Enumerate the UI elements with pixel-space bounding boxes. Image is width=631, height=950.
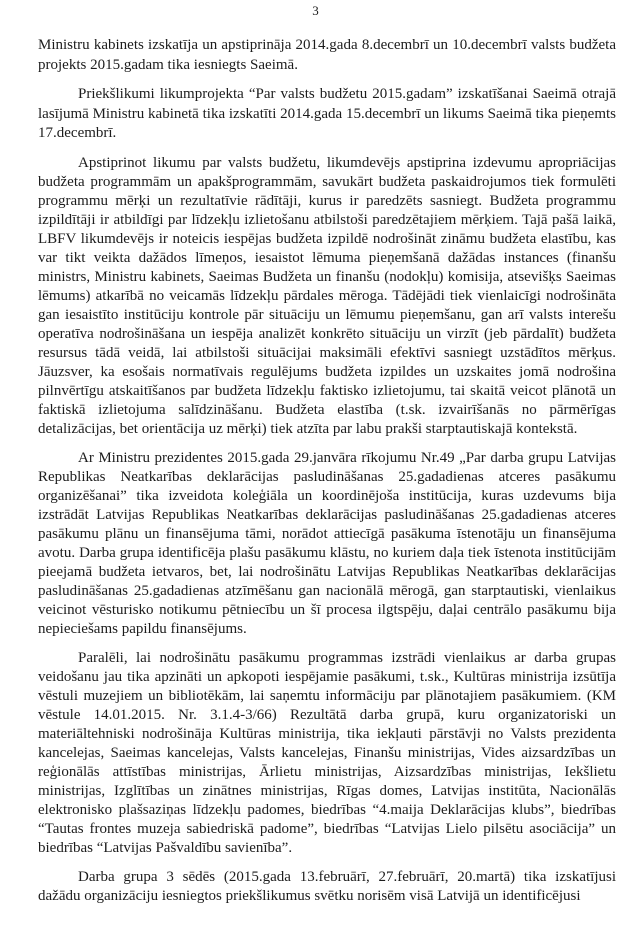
paragraph-working-group-order: Ar Ministru prezidentes 2015.gada 29.janvāra rīkojumu Nr.49 „Par darba grupu Latvijas Republikas Neatkarības deklarācijas pasludināšanas 25.gadadienas atceres pasākumu organizēšanai” tika izveidota koleģiāla un koordinējoša institūcija, kuras uzdevums bija izstrādāt Latvijas Republikas Neatkarības deklarācijas pasludināšanas 25.gadadienas atceres pasākumu plānu un finansējuma tāmi, norādot attiecīgā pasākuma īstenotāju un finansējuma avotu. Darba grupa identificēja plašu pasākumu klāstu, no kuriem daļa tiek īstenota institūcijām pieejamā budžeta ietvaros, bet, lai nodrošinātu Latvijas Republikas Neatkarības deklarācijas pasludināšanas 25.gadadienas atzīmēšanu gan nacionālā mērogā, gan starptautiski, vienlaikus veicinot vēsturisko notikumu pētniecību un šī procesa ilgtspēju, daļai centrālo pasākumu bija nepieciešams papildu finansējums. xyxy=(38,449,616,637)
paragraph-working-group-meetings: Darba grupa 3 sēdēs (2015.gada 13.februārī, 27.februārī, 20.martā) tika izskatījusi dažādu organizāciju iesniegtos priekšlikumus svētku norisēm visā Latvijā un identificējusi xyxy=(38,868,616,904)
paragraph-budget-approval: Ministru kabinets izskatīja un apstiprināja 2014.gada 8.decembrī un 10.decembrī valsts budžeta projekts 2015.gadam tika iesniegts Saeimā. xyxy=(38,37,616,73)
paragraph-budget-flexibility: Apstiprinot likumu par valsts budžetu, likumdevējs apstiprina izdevumu apropriācijas budžeta programmām un apakšprogrammām, savukārt budžeta paskaidrojumos tiek formulēti programmu mērķi un rezultatīvie rādītāji, kurus ir paredzēts sasniegt. Budžeta programmu izpildītāji ir atbildīgi par līdzekļu izlietošanu atbilstoši paredzētajiem mērķiem. Tajā pašā laikā, LBFV likumdevējs ir noteicis iespējas budžeta izpildē nodrošināt zināmu budžeta elastību, kas var tikt veikta dažādos līmeņos, iesaistot lēmuma pieņemšanā dažādas instances (finanšu ministrs, Ministru kabinets, Saeimas Budžeta un finanšu (nodokļu) komisija, atsevišķs Saeimas lēmums) atkarībā no veicamās līdzekļu pārdales mēroga. Tādējādi tiek vienlaicīgi nodrošināta gan iesaistīto institūciju kontrole pār situāciju un lēmumu pieņemšanu, gan arī valsts interešu operatīva nodrošināšana un iespēja analizēt konkrēto situāciju un virzīt (jeb pārdalīt) budžeta resursus tādā veidā, lai atbilstoši situācijai maksimāli efektīvi sasniegt uzstādītos mērķus. Jāuzsver, ka esošais normatīvais regulējums budžeta izpildes un uzskaites jomā nodrošina pilnvērtīgu atskaitīšanos par budžeta līdzekļu faktisko izlietojumu, tai skaitā veicot plānotā un faktiskā izlietojuma salīdzināšanu. Budžeta elastība (t.sk. izvairīšanās no pārmērīgas detalizācijas, bet orientācija uz mērķi) tiek atzīta par labu prakši starptautiskajā kontekstā. xyxy=(38,154,616,437)
paragraph-second-reading: Priekšlikumi likumprojekta “Par valsts budžetu 2015.gadam” izskatīšanai Saeimā otrajā lasījumā Ministru kabinetā tika izskatīti 2014.gada 15.decembrī un likums Saeimā tika pieņemts 17.decembrī. xyxy=(38,86,616,141)
page-number: 3 xyxy=(312,3,319,18)
paragraph-working-group-members: Paralēli, lai nodrošinātu pasākumu programmas izstrādi vienlaikus ar darba grupas veidošanu jau tika apzināti un apkopoti iespējamie pasākumi, t.sk., Kultūras ministrija izsūtīja vēstuli muzejiem un bibliotēkām, lai saņemtu informāciju par plānotajiem pasākumiem. (KM vēstule 14.01.2015. Nr. 3.1.4-3/66) Rezultātā darba grupā, kuru organizatoriski un materiāltehniski nodrošināja Kultūras ministrija, tika iekļauti pārstāvji no Valsts prezidenta kancelejas, Saeimas kancelejas, Valsts kancelejas, Finanšu ministrijas, Vides aizsardzības un reģionālās attīstības ministrijas, Ārlietu ministrijas, Aizsardzības ministrijas, Iekšlietu ministrijas, Izglītības un zinātnes ministrijas, Rīgas domes, Latvijas institūta, Nacionālās elektroniskо plašsaziņas līdzekļu padomes, biedrības “4.maija Deklarācijas klubs”, biedrības “Tautas frontes muzeja sabiedriskā padome”, biedrības “Latvijas Lielo pilsētu asociācija” un biedrības “Latvijas Pašvaldību savienība”. xyxy=(38,649,616,856)
document-body xyxy=(38,36,616,916)
